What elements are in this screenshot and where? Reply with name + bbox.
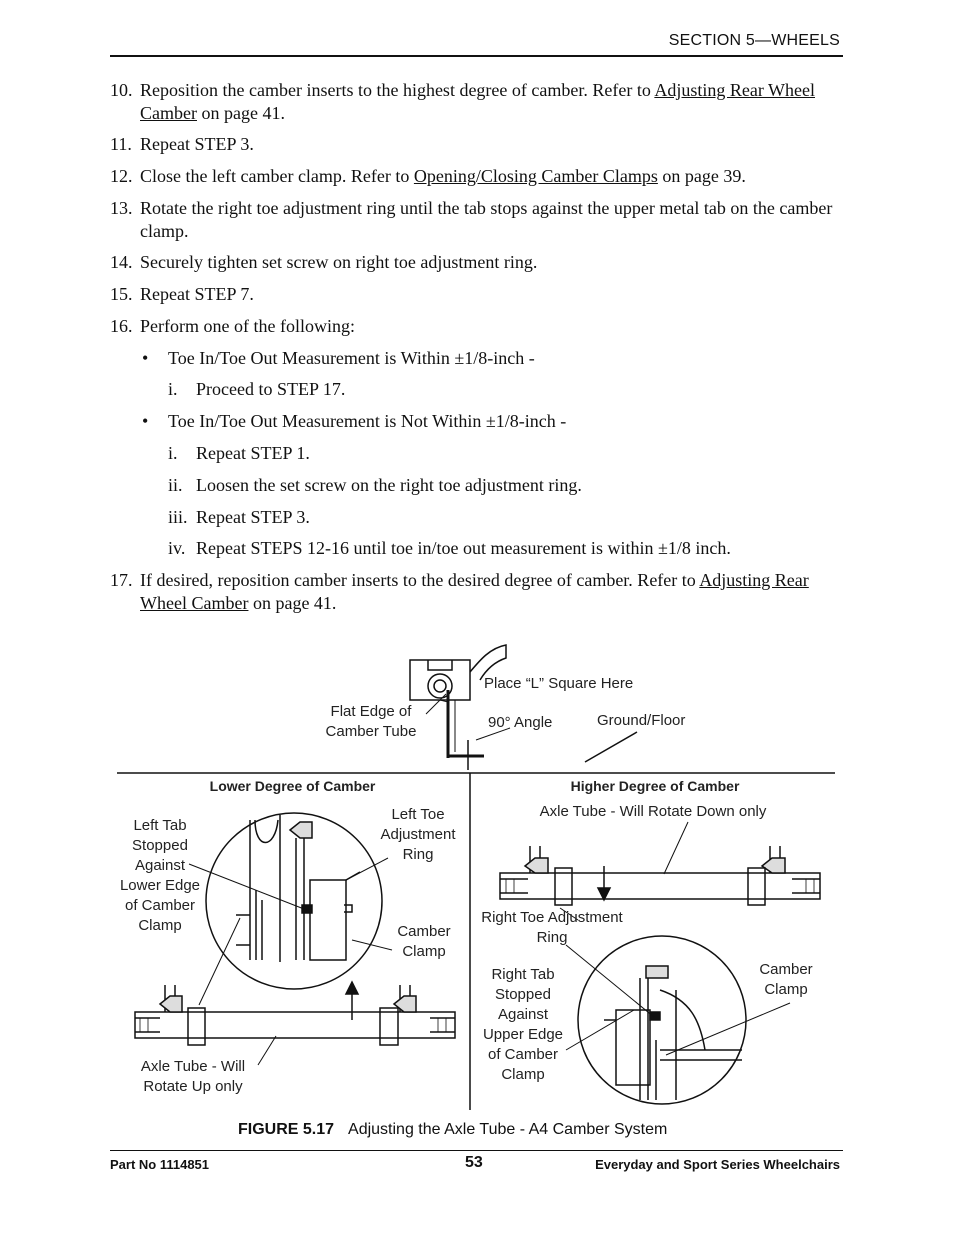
step-number: 12. [110,166,133,186]
label-right-tab: Right Tab Stopped Against Upper Edge of Camber Clamp [482,966,564,1083]
sub-item-text: Proceed to STEP 17. [196,379,346,399]
label-left-toe-ring: Left Toe Adjustment Ring [380,806,456,863]
bullet-within-text: Toe In/Toe Out Measurement is Within ±1/8-inch - [168,348,535,368]
section-header: SECTION 5—WHEELS [668,32,840,49]
step-text: Reposition the camber inserts to the highest degree of camber. Refer to [140,80,655,100]
sub-item-number: i. [168,443,178,463]
link-opening-closing-camber-clamps[interactable]: Opening/Closing Camber Clamps [413,166,658,186]
bullet-within: • [142,348,149,368]
figure-number: FIGURE 5.17 [238,1121,335,1138]
bullet-not-within-text: Toe In/Toe Out Measurement is Not Within ±1/8-inch - [168,411,567,431]
step-number: 10. [110,80,133,100]
label-right-axle-tube: Axle Tube - Will Rotate Down only [539,803,767,820]
step-number: 14. [110,252,133,272]
bullet-not-within: • [142,411,149,431]
label-right-toe-ring: Right Toe Adjustment Ring [481,909,623,946]
footer-series: Everyday and Sport Series Wheelchairs [595,1157,840,1172]
figure-caption-text: Adjusting the Axle Tube - A4 Camber System [348,1121,668,1138]
sub-item-number: ii. [168,475,183,495]
label-flat-edge: Flat Edge of Camber Tube [325,703,417,740]
footer-part-no: Part No 1114851 [110,1157,210,1172]
step-text: Repeat STEP 7. [140,284,254,304]
step-text: If desired, reposition camber inserts to the desired degree of camber. Refer to [140,570,700,590]
footer-rule [110,1150,843,1151]
step-text: Repeat STEP 3. [140,134,254,154]
page-number: 53 [465,1154,483,1171]
sub-item-number: i. [168,379,178,399]
step-text: Perform one of the following: [140,316,355,336]
label-ground-floor: Ground/Floor [597,712,686,729]
right-panel-title: Higher Degree of Camber [570,778,740,794]
left-detail-circle [206,813,382,989]
sub-item-text: Repeat STEP 1. [196,443,310,463]
link-adjusting-rear-wheel-camber[interactable]: Adjusting Rear Wheel Camber [140,80,815,123]
step-number: 16. [110,316,133,336]
label-left-camber-clamp: Camber Clamp [397,923,451,960]
sub-item-number: iii. [168,507,188,527]
left-panel-title: Lower Degree of Camber [209,778,376,794]
sub-item-text: Repeat STEP 3. [196,507,310,527]
step-text: Close the left camber clamp. Refer to [140,166,414,186]
link-adjusting-rear-wheel-camber-2[interactable]: Adjusting Rear Wheel Camber [140,570,809,613]
step-number: 15. [110,284,133,304]
step-text: Rotate the right toe adjustment ring until the tab stops against the upper metal tab on the camber clamp. [140,198,833,241]
sub-item-text: Repeat STEPS 12-16 until toe in/toe out measurement is within ±1/8 inch. [196,538,731,558]
label-left-tab: Left Tab Stopped Against Lower Edge of Camber Clamp [119,817,201,934]
label-90-angle: 90° Angle [488,714,553,731]
label-left-axle-tube: Axle Tube - Will Rotate Up only [140,1058,246,1095]
step-number: 11. [110,134,132,154]
sub-item-number: iv. [168,538,186,558]
right-detail-circle [578,936,746,1104]
right-axle-tube [500,822,820,920]
step-text-end: on page 41. [196,103,285,123]
step-number: 17. [110,570,133,590]
step-text-end: on page 41. [248,593,337,613]
sub-item-text: Loosen the set screw on the right toe adjustment ring. [196,475,582,495]
label-place-l-square: Place “L” Square Here [484,675,634,692]
step-text: Securely tighten set screw on right toe adjustment ring. [140,252,538,272]
step-text-end: on page 39. [657,166,746,186]
figure-caption [238,1121,667,1139]
step-number: 13. [110,198,133,218]
label-right-camber-clamp: Camber Clamp [759,961,813,998]
l-square-diagram [410,645,637,770]
